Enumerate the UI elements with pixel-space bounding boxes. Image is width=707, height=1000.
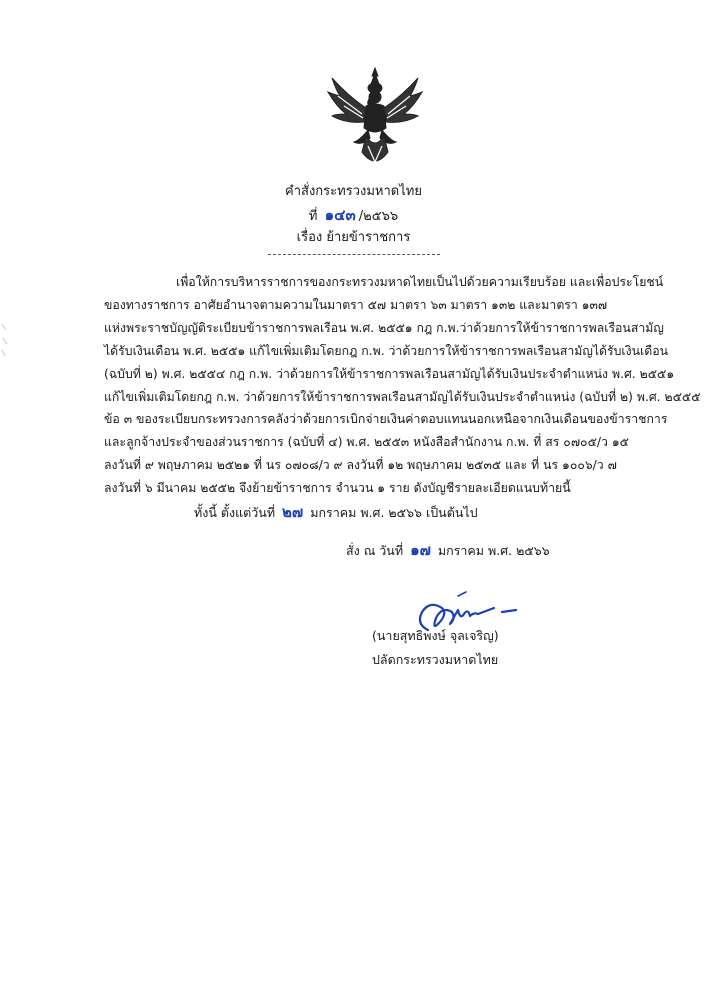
order-number (0, 206, 707, 226)
order-title: คำสั่งกระทรวงมหาดไทย (285, 184, 422, 199)
number-handwritten: ๑๔๓ (324, 206, 356, 224)
body-line: ลงวันที่ ๖ มีนาคม ๒๕๕๒ จึงย้ายข้าราชการ จำนวน ๑ ราย ดังบัญชีรายละเอียดแนบท้ายนี้ (104, 481, 571, 496)
body-line: เพื่อให้การบริหารราชการของกระทรวงมหาดไทยเป็นไปด้วยความเรียบร้อย และเพื่อประโยชน์ (176, 275, 664, 289)
body-line: ได้รับเงินเดือน พ.ศ. ๒๕๕๑ แก้ไขเพิ่มเติมโดยกฎ ก.พ. ว่าด้วยการให้ข้าราชการพลเรือนสามัญได้รับเงินเดือน (104, 343, 669, 358)
signer-title: ปลัดกระทรวงมหาดไทย (372, 652, 499, 667)
order-date-prefix: สั่ง ณ วันที่ (346, 543, 404, 558)
scan-margin-mark (0, 320, 10, 360)
effective-prefix: ทั้งนี้ ตั้งแต่วันที่ (194, 505, 276, 520)
number-prefix: ที่ (308, 209, 318, 224)
signer-name: (นายสุทธิพงษ์ จุลเจริญ) (372, 628, 499, 643)
body-line: (ฉบับที่ ๒) พ.ศ. ๒๕๕๔ กฎ ก.พ. ว่าด้วยการให้ข้าราชการพลเรือนสามัญได้รับเงินประจำตำแหน่ง พ.ศ. ๒๕๕๑ (104, 366, 675, 381)
order-day-handwritten: ๑๗ (410, 541, 431, 559)
body-line: และลูกจ้างประจำของส่วนราชการ (ฉบับที่ ๔) พ.ศ. ๒๕๕๓ หนังสือสำนักงาน ก.พ. ที่ สร ๐๗๐๕/ว ๑๕ (104, 435, 629, 450)
body-line: แห่งพระราชบัญญัติระเบียบข้าราชการพลเรือน พ.ศ. ๒๕๕๑ กฎ ก.พ.ว่าด้วยการให้ข้าราชการพลเรือนสามัญ (104, 320, 664, 335)
effective-day-handwritten: ๒๗ (282, 503, 304, 521)
subject-line: เรื่อง ย้ายข้าราชการ (296, 230, 411, 245)
body-line: แก้ไขเพิ่มเติมโดยกฎ ก.พ. ว่าด้วยการให้ข้าราชการพลเรือนสามัญได้รับเงินประจำตำแหน่ง (ฉบับที่ ๒) พ.ศ. ๒๕๕๕ (104, 389, 701, 404)
body-paragraph (104, 271, 701, 500)
effective-suffix: มกราคม พ.ศ. ๒๕๖๖ เป็นต้นไป (310, 505, 478, 520)
body-line: ของทางราชการ อาศัยอำนาจตามความในมาตรา ๕๗ มาตรา ๖๓ มาตรา ๑๓๒ และมาตรา ๑๓๗ (104, 297, 608, 312)
order-date-suffix: มกราคม พ.ศ. ๒๕๖๖ (437, 543, 550, 558)
body-line: ข้อ ๓ ของระเบียบกระทรวงการคลังว่าด้วยการเบิกจ่ายเงินค่าตอบแทนนอกเหนือจากเงินเดือนของข้าราชการ (104, 412, 668, 427)
divider (268, 254, 440, 255)
number-suffix: /๒๕๖๖ (358, 209, 399, 224)
effective-date (194, 500, 478, 524)
body-line: ลงวันที่ ๙ พฤษภาคม ๒๕๒๑ ที่ นร ๐๗๐๘/ว ๙ ลงวันที่ ๑๒ พฤษภาคม ๒๕๓๕ และ ที่ นร ๑๐๐๖/ว ๗ (104, 458, 617, 473)
garuda-emblem-icon (326, 66, 424, 172)
order-date (346, 538, 550, 562)
